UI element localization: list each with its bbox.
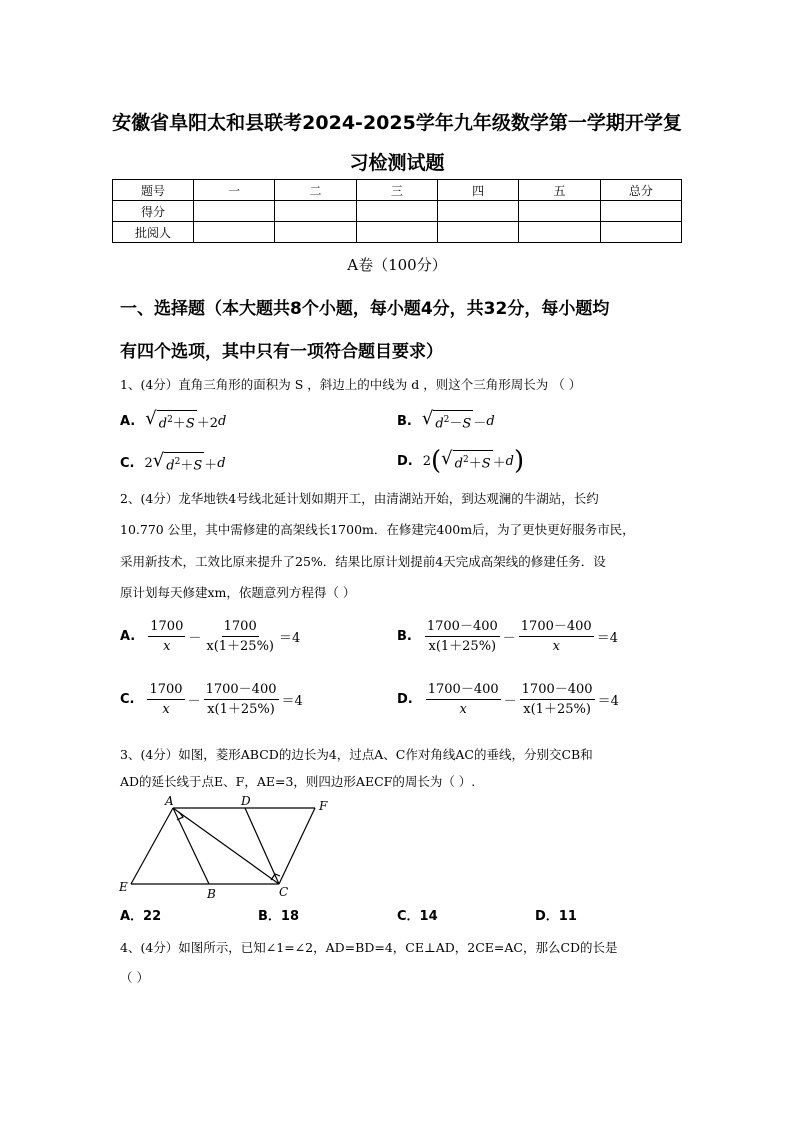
score-cell [194,201,275,222]
line-ac [173,808,279,884]
q3-option-a: A．22 [120,909,162,924]
score-cell [437,201,518,222]
q2-option-b [397,619,618,654]
q1-option-d [397,448,524,474]
q3-option-b: B．18 [258,909,299,924]
question-1-stem: 1、(4分）直角三角形的面积为 S ，斜边上的中线为 d ，则这个三角形周长为 （ ） [120,377,582,392]
q1-a-formula: √ $d^2+S$ ＋2 d [145,408,227,432]
score-table [112,179,682,243]
volume-heading: A卷（100分） [347,256,447,274]
q3-option-d: D．11 [535,909,577,924]
score-row [113,201,682,222]
header-cell: 总分 [600,180,681,201]
grader-cell [275,222,356,243]
option-label: C. [120,455,135,471]
score-table-header-row [113,180,682,201]
row-label-grader: 批阅人 [113,222,194,243]
score-cell [600,201,681,222]
rhombus-figure [115,790,345,902]
grader-cell [519,222,600,243]
label-d: D [241,794,251,808]
label-b: B [207,887,216,901]
question-2-line3: 采用新技术，工效比原来提升了25%．结果比原计划提前4天完成高架线的修建任务．设 [120,554,606,569]
label-e: E [119,880,128,894]
label-c: C [279,885,289,899]
q1-option-b [397,410,495,432]
q1-option-a [120,410,226,432]
header-cell: 三 [356,180,437,201]
option-label: D. [397,692,413,707]
header-cell: 二 [275,180,356,201]
question-3-line2: AD的延长线于点E、F，AE=3，则四边形AECF的周长为（ ）. [120,774,476,789]
option-label: A. [120,413,136,429]
option-label: B. [397,413,412,429]
q2-d-formula: $\frac{1700-400}{x}$ － $\frac{1700-400}{x(1+25\%)}$ ＝4 [427,682,619,717]
header-cell: 题号 [113,180,194,201]
question-2-line1: 2、(4分）龙华地铁4号线北延计划如期开工，由清湖站开始，到达观澜的牛湖站，长约 [120,491,599,506]
option-label: A. [120,629,136,644]
question-2-line4: 原计划每天修建xm，依题意列方程得（ ） [120,585,356,600]
q1-option-c [120,452,226,474]
question-4-line2: （ ） [120,970,149,985]
header-cell: 四 [437,180,518,201]
header-cell: 一 [194,180,275,201]
grader-cell [600,222,681,243]
option-label: D. [397,453,413,469]
section-heading-line1: 一、选择题（本大题共8个小题，每小题4分，共32分，每小题均 [120,299,610,319]
q2-option-c [120,682,303,717]
q2-b-formula: $\frac{1700-400}{x(1+25\%)}$ － $\frac{1700-400}{x}$ ＝4 [426,619,618,654]
grader-row [113,222,682,243]
q1-d-formula: 2 ( √ $d^2+S$ ＋ d ) [422,446,525,476]
score-cell [275,201,356,222]
label-f: F [319,799,328,813]
question-3-line1: 3、(4分）如图，菱形ABCD的边长为4，过点A、C作对角线AC的垂线，分别交CB和 [120,747,593,762]
line-cf [279,808,315,884]
label-a: A [165,794,174,808]
grader-cell [437,222,518,243]
q2-option-a [120,619,300,654]
option-label: C. [120,692,135,707]
exam-title-line1: 安徽省阜阳太和县联考2024-2025学年九年级数学第一学期开学复 [112,112,682,134]
score-cell [519,201,600,222]
q1-b-formula: √ $d^2-S$ － d [421,408,495,432]
option-label: B. [397,629,412,644]
q2-option-d [397,682,619,717]
q2-a-formula: $\frac{1700}{x}$ － $\frac{1700}{x(1+25\%)}$ ＝4 [150,619,301,654]
score-cell [356,201,437,222]
header-cell: 五 [519,180,600,201]
grader-cell [356,222,437,243]
q3-option-c: C．14 [397,909,438,924]
line-dc [245,808,279,884]
q2-c-formula: $\frac{1700}{x}$ － $\frac{1700-400}{x(1+25\%)}$ ＝4 [149,682,303,717]
exam-title-line2: 习检测试题 [349,152,445,174]
question-4-line1: 4、(4分）如图所示，已知∠1=∠2，AD=BD=4，CE⊥AD，2CE=AC，那么CD的长是 [120,940,618,955]
grader-cell [194,222,275,243]
q1-c-formula: 2 √ $d^2+S$ ＋ d [144,450,226,474]
question-2-line2: 10.770 公里，其中需修建的高架线长1700m．在修建完400m后，为了更快更好服务市民， [120,522,635,537]
row-label-score: 得分 [113,201,194,222]
section-heading-line2: 有四个选项，其中只有一项符合题目要求） [120,342,443,362]
line-ae [131,808,173,884]
